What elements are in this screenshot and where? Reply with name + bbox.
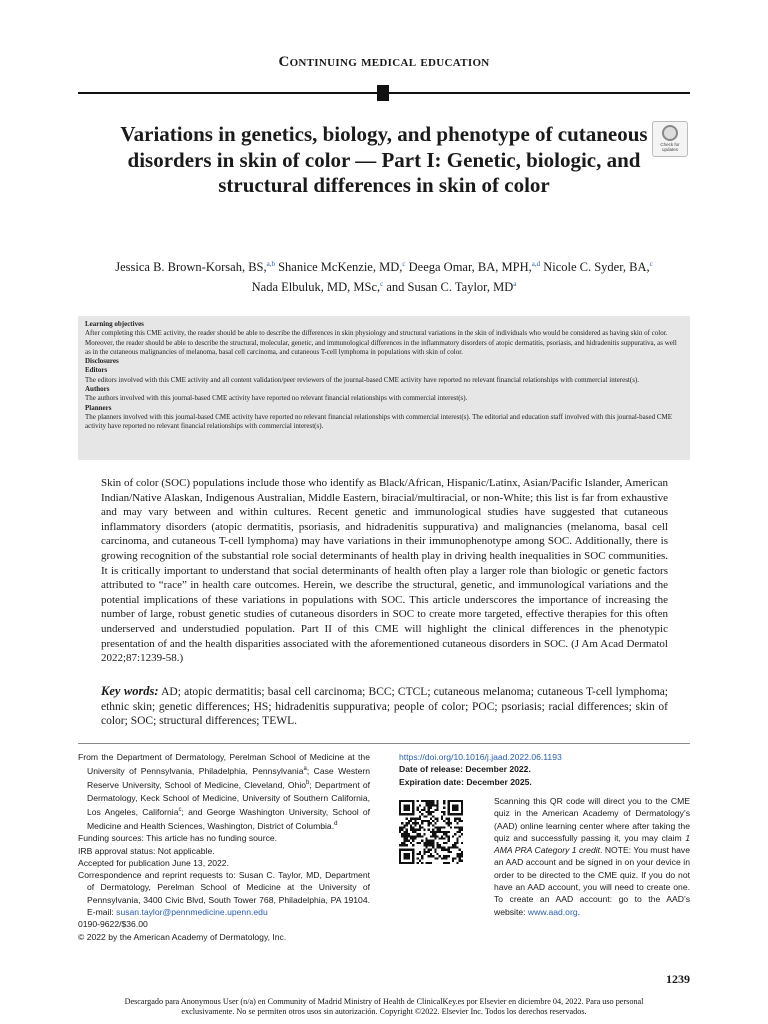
- author-line-1: [78, 256, 690, 276]
- planners-heading: Planners: [85, 403, 112, 412]
- aad-website-link[interactable]: www.aad.org: [527, 906, 578, 917]
- release-info: [399, 751, 690, 788]
- author-name: Nicole C. Syder, BA,: [543, 260, 650, 275]
- author-name: and Susan C. Taylor, MD: [386, 280, 514, 295]
- author-name: Deega Omar, BA, MPH,: [408, 260, 532, 275]
- affiliation-ref[interactable]: a: [513, 280, 517, 289]
- disclosures-heading: Disclosures: [85, 357, 119, 366]
- author-name: Shanice McKenzie, MD,: [278, 260, 403, 275]
- download-notice: Descargado para Anonymous User (n/a) en Community of Madrid Ministry of Health de ClinicalKey.es por Elsevier en diciembre 04, 2022. Para uso personal exclusivamente. No se permiten otros usos sin autorización. Copyright ©2022. Elsevier Inc. Todos los derechos reservados.: [124, 997, 644, 1016]
- learning-objectives-text: After completing this CME activity, the reader should be able to describe the differences in skin physiology and structural variations in the skin of individuals who would be considered as having skin of color. Moreover, the reader should be able to describe the structural, molecular, genetic, and immunological differences in the inflammatory disorders of atopic dermatitis, psoriasis, and hidradenitis suppurativa, as well as in the cutaneous malignancies of melanoma, basal cell carcinoma, and cutaneous T-cell lymphoma in populations with skin of color.: [85, 329, 677, 356]
- author-list: [78, 256, 690, 296]
- editors-heading: Editors: [85, 366, 108, 375]
- qr-instructions: Scanning this QR code will direct you to the CME quiz in the American Academy of Dermatology’s (AAD) online learning center where after taking the quiz and successfully passing it, you may claim 1 AMA PRA Category 1 credit. NOTE: You must have an AAD account and be signed in on your device in order to be directed to the CME quiz. If you do not have an AAD account, you will need to create one. To create an AAD account: go to the AAD’s website: www.aad.org.: [494, 796, 690, 917]
- affiliation-ref[interactable]: a,b: [266, 260, 275, 268]
- authors-heading: Authors: [85, 385, 110, 394]
- planners-text: The planners involved with this journal-based CME activity have reported no relevant financial relationships with commercial interest(s). The editorial and education staff involved with this journal-based CME activity have reported no relevant financial relationships with commercial interest(s).: [85, 412, 672, 431]
- cme-objectives-box: [78, 316, 690, 460]
- abstract: Skin of color (SOC) populations include those who identify as Black/African, Hispanic/Latinx, Asian/Pacific Islander, American Indian/Native Alaskan, Indigenous Australian, Middle Eastern, biracial/multiracial, or non-White; this list is far from exhaustive and may vary between and within cultures. Recent genetic and immunological studies have suggested that cutaneous inflammatory disorders (atopic dermatitis, psoriasis, and hidradenitis suppurativa) and malignancies (melanoma, basal cell carcinoma, and cutaneous T-cell lymphoma) may have variations in their immunophenotype among SOC. Additionally, there is growing recognition of the substantial role social determinants of health play in driving health inequalities in SOC communities. It is critically important to understand that social determinants of health often play a larger role than biologic or genetic factors attributed to “race” in health care outcomes. Herein, we describe the structural, genetic, and immunological variations and the potential implications of these variations in populations with SOC. This article underscores the importance of increasing the number of large, robust genetic studies of cutaneous disorders in SOC to create more targeted, effective therapies for this often underserved and understudied population. Part II of this CME will highlight the clinical differences in the phenotypic presentation of and the health disparities associated with the aforementioned cutaneous disorders in SOC. (J Am Acad Dermatol 2022;87:1239-58.): [101, 477, 668, 665]
- learning-objectives-heading: Learning objectives: [85, 320, 144, 328]
- header-block: [377, 85, 389, 101]
- issn-price: 0190-9622/$36.00: [78, 919, 148, 930]
- keywords: [101, 684, 668, 729]
- affiliation-ref[interactable]: c: [402, 260, 406, 268]
- footnote-divider: [78, 743, 690, 744]
- qr-code-icon[interactable]: [399, 800, 463, 864]
- affiliation-ref[interactable]: a,d: [531, 260, 541, 268]
- author-name: Jessica B. Brown-Korsah, BS,: [115, 260, 267, 275]
- footnotes-column: [78, 751, 370, 943]
- affiliation-ref[interactable]: c: [649, 260, 653, 268]
- keywords-text: AD; atopic dermatitis; basal cell carcinoma; BCC; CTCL; cutaneous melanoma; cutaneous T-cell lymphoma; ethnic skin; genetic differences; HS; hidradenitis suppurativa; people of color; POC; psoriasis; racial differences; skin of color; SOC; structural differences; TEWL.: [101, 686, 669, 728]
- copyright: © 2022 by the American Academy of Dermatology, Inc.: [78, 931, 287, 942]
- article-title: Variations in genetics, biology, and phenotype of cutaneous disorders in skin of color — Part I: Genetic, biologic, and structural differences in skin of color: [120, 122, 648, 197]
- expiration-date: Expiration date: December 2025.: [399, 776, 532, 787]
- irb-status: IRB approval status: Not applicable.: [78, 845, 215, 856]
- author-name: Nada Elbuluk, MD, MSc,: [251, 280, 381, 295]
- email-link[interactable]: susan.taylor@pennmedicine.upenn.edu: [116, 907, 268, 917]
- updates-icon: [662, 125, 678, 141]
- affiliations: From the Department of Dermatology, Perelman School of Medicine at the University of Pennsylvania, Philadelphia, Pennsylvania$^a$; Case Western Reserve University, School of Medicine, Cleveland, Ohio$^b$; Department of Dermatology, Keck School of Medicine, University of Southern California, Los Angeles, California$^c$; and George Washington University, School of Medicine and Health Sciences, Washington, District of Columbia.$^d$: [78, 752, 370, 831]
- affiliation-ref[interactable]: c: [380, 280, 384, 289]
- release-date: Date of release: December 2022.: [399, 764, 531, 775]
- check-for-updates-badge[interactable]: [652, 121, 688, 157]
- author-line-2: [78, 276, 690, 296]
- funding-sources: Funding sources: This article has no funding source.: [78, 833, 278, 844]
- editors-text: The editors involved with this CME activity and all content validation/peer reviewers of the journal-based CME activity have reported no relevant financial relationships with commercial interest(s).: [85, 375, 639, 384]
- keywords-label: Key words:: [101, 684, 159, 698]
- page-number: 1239: [666, 972, 690, 986]
- correspondence: Correspondence and reprint requests to: Susan C. Taylor, MD, Department of Dermatology, Perelman School of Medicine at the University of Pennsylvania, 3400 Civic Blvd, South Tower 768, Philadelphia, PA 19104. E-mail: susan.taylor@pennmedicine.upenn.edu: [78, 870, 370, 917]
- accepted-date: Accepted for publication June 13, 2022.: [78, 857, 229, 868]
- section-header: Continuing medical education: [278, 54, 490, 70]
- updates-badge-label: Check for updates: [660, 142, 680, 152]
- authors-text: The authors involved with this journal-based CME activity have reported no relevant financial relationships with commercial interest(s).: [85, 394, 468, 403]
- doi-link[interactable]: https://doi.org/10.1016/j.jaad.2022.06.1193: [399, 752, 562, 762]
